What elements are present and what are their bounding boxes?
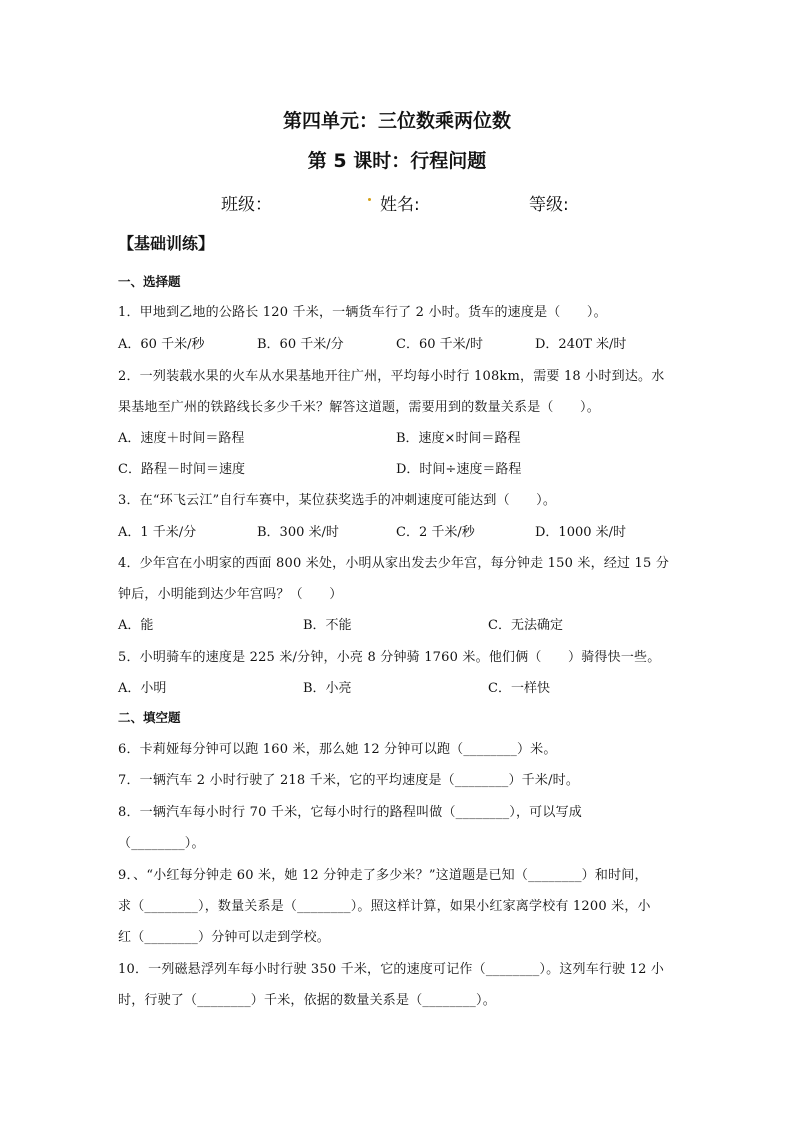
question-5: 5．小明骑车的速度是 225 米/分钟，小亮 8 分钟骑 1760 米。他们俩（ ）骑得快一些。 <box>118 650 661 665</box>
q4-option-b: B．不能 <box>303 618 352 633</box>
q2-option-c: C．路程－时间＝速度 <box>118 462 245 477</box>
part2-heading: 二、填空题 <box>118 710 181 725</box>
question-7: 7．一辆汽车 2 小时行驶了 218 千米，它的平均速度是（________）千米/时。 <box>118 773 580 788</box>
lesson-title: 第 5 课时：行程问题 <box>307 150 487 172</box>
question-1: 1．甲地到乙地的公路长 120 千米，一辆货车行了 2 小时。货车的速度是（ ）。 <box>118 305 607 320</box>
q5-option-c: C．一样快 <box>488 681 550 696</box>
q3-option-b: B．300 米/时 <box>257 525 339 540</box>
q4-option-c: C．无法确定 <box>488 618 563 633</box>
question-4-line-1: 4．少年宫在小明家的西面 800 米处，小明从家出发去少年宫，每分钟走 150 米，经过 15 分 <box>118 556 670 571</box>
grade-label: 等级: <box>529 195 569 215</box>
question-10-line-1: 10．一列磁悬浮列车每小时行驶 350 千米，它的速度可记作（________）。这列车行驶 12 小 <box>118 962 665 977</box>
class-label: 班级： <box>221 195 272 215</box>
question-8-line-1: 8．一辆汽车每小时行 70 千米，它每小时行的路程叫做（________），可以写成 <box>118 805 582 820</box>
question-6: 6．卡莉娅每分钟可以跑 160 米，那么她 12 分钟可以跑（________）米。 <box>118 742 557 757</box>
name-label: 姓名: <box>380 195 420 215</box>
question-2-line-2: 果基地至广州的铁路线长多少千米？解答这道题，需要用到的数量关系是（ ）。 <box>118 400 600 415</box>
unit-title: 第四单元：三位数乘两位数 <box>282 110 511 132</box>
q4-option-a: A．能 <box>118 618 154 633</box>
question-10-line-2: 时，行驶了（________）千米，依据的数量关系是（________）。 <box>118 993 496 1008</box>
question-9-line-2: 求（________），数量关系是（________）。照这样计算，如果小红家离学校有 1200 米，小 <box>118 899 651 914</box>
q2-option-b: B．速度×时间＝路程 <box>396 431 521 446</box>
q1-option-b: B．60 千米/分 <box>257 337 344 352</box>
q1-option-d: D．240T 米/时 <box>535 337 627 352</box>
decorative-dot <box>368 198 371 201</box>
question-8-line-2: （________）。 <box>118 836 205 851</box>
question-3: 3．在“环飞云江”自行车赛中，某位获奖选手的冲刺速度可能达到（ ）。 <box>118 493 557 508</box>
q3-option-d: D．1000 米/时 <box>535 525 627 540</box>
q1-option-a: A．60 千米/秒 <box>118 337 205 352</box>
q1-option-c: C．60 千米/时 <box>396 337 484 352</box>
question-9-line-1: 9．、“小红每分钟走 60 米，她 12 分钟走了多少米？”这道题是已知（________）和时间， <box>118 868 648 883</box>
question-9-line-3: 红（________）分钟可以走到学校。 <box>118 930 331 945</box>
q2-option-a: A．速度＋时间＝路程 <box>118 431 245 446</box>
question-2-line-1: 2．一列装载水果的火车从水果基地开往广州，平均每小时行 108km，需要 18 小时到达。水 <box>118 369 665 384</box>
section-title: 【基础训练】 <box>118 234 215 253</box>
q2-option-d: D．时间÷速度＝路程 <box>396 462 522 477</box>
q3-option-a: A．1 千米/分 <box>118 525 197 540</box>
part1-heading: 一、选择题 <box>118 274 181 289</box>
question-4-line-2: 钟后，小明能到达少年宫吗？（ ） <box>118 587 343 602</box>
q5-option-b: B．小亮 <box>303 681 352 696</box>
q3-option-c: C．2 千米/秒 <box>396 525 475 540</box>
q5-option-a: A．小明 <box>118 681 167 696</box>
